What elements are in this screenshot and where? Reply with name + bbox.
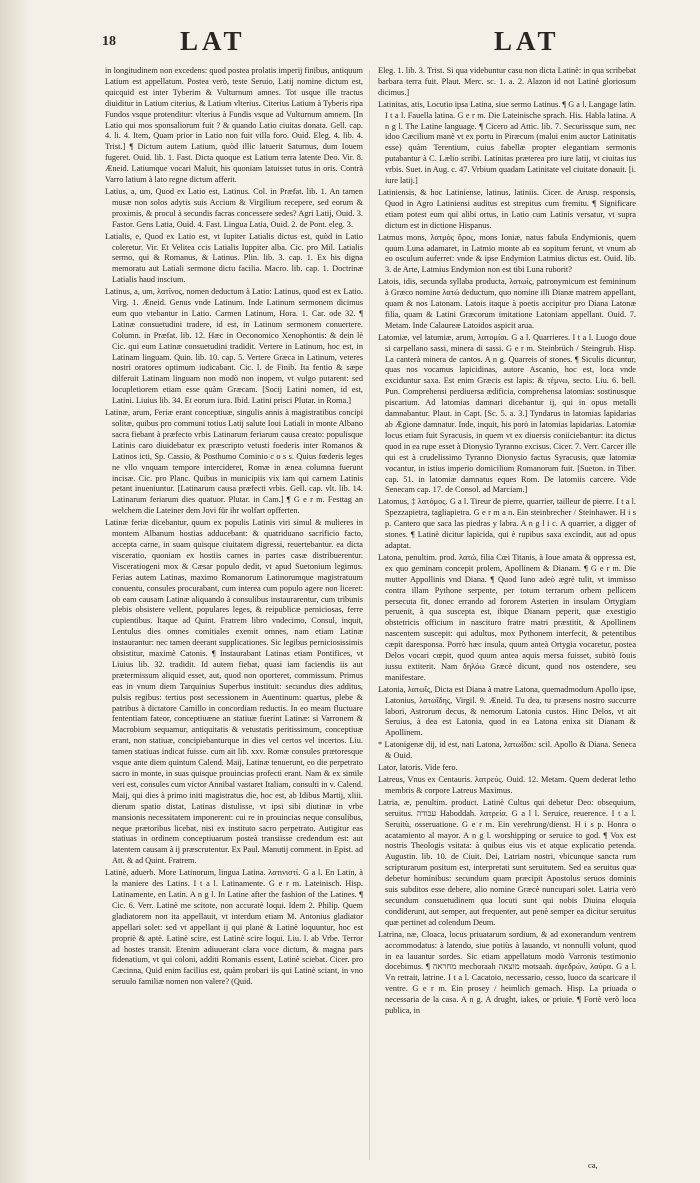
entry-latinus: Latinus, a, um, λατῖνος, nomen deductum à Latio: Latinus, quod est ex Latio. Virg. 1. Æneid. Genus vnde Latinum. Inde Latinum sermonem dicimus eum quo vtebantur in Latio. Carmen Latinum, Hora. 1. Car. ode 32. ¶ Latinæ consuetudini tradere, id est, in Latinum sermonem conuertere. Column. in Præfat. lib. 12. Hæc in Oeconomico Xenophontis: & dein lè Cic. qui eum Latinæ consuetudini tradidit. Vertere in Latinum, hoc est, in Latinam linguam. Quin. lib. 10. cap. 5. Vertere Græca in Latinum, veteres nostri oratores optimum iudicabant. Cic. l. de Finib. Ita fentio & sæpe dilferuit Latinam linguam non modò non inopem, vt vulgo putarent: sed locupletiorem etiam esse quàm Græcam. [Socij Latini nomen, id est, Latini. Liuius lib. 34. Et eorum iura. Ibid. Latini prisci Plutar. in Roma.] [105,287,363,406]
page-number: 18 [102,34,116,49]
entry-latria: Latria, æ, penultim. product. Latinè Cultus qui debetur Deo: obsequium, seruitus. עבודה Haboddah. λατρεία. G a l l. Seruice, reuerence. I t a l. Seruitù, osseruatione. G e r m. Ein verehrung/dienst. H i s p. Honra o acatamiento al mayor. A n g l. worshipping or seruice to god. ¶ Vox est nostris Theologis vsitata: à quibus eius vis et atque explicatio petenda. Augustin. lib. 10. de Ciuit. Dei, Latriam nostri, vbicunque sancta rum scripturarum positum est, interpretati sunt seruitutem. Sed ea seruitus quæ debetur hominibus: secundum quam præcipit Apostolus seruos dominis suis subditos esse debere, alio nomine Græcè nuncupari solet. Latria verò secundum consuetudinem qua locuti sunt qui nobis Diuina eloquia condiderunt, aut semper, aut frequenter, aut penè semper ea dicitur seruitus quæ pertinet ad colendum Deum. [378,797,636,927]
entry-latomus: Latomus, ‡ λατόμος. G a l. Tireur de pierre, quarrier, tailleur de pierre. I t a l. Spezzapietra, tagliapietra. G e r m a n. Ein steinbrecher / Steinhawer. H i s p. Cantero que saca las piedras y labra. A n g l i c. A quarrier, a digger of stones. ¶ Latinè dicitur lapicida, qui è rupibus saxa excindit, aut ad opus adaptat. [378,497,636,550]
entry-latrina: Latrina, næ, Cloaca, locus priuatarum sordium, & ad exonerandum ventrem accommodatus: à latendo, siue potiùs à lauando, vt nonnulli volunt, quod in ea lauantur sordes. Sic etiam appellatum modò Varronis testimonio docebimus. ¶ מחראה mechoraah מוצאה motsaah. ἀφεδρών, λαύρα. G a l. Vn retrait, latrine. I t a l. Cacatoio, necessario, cesso, luoco da scaricare il ventre. G e r m. Ein prosey / heimlich gemach. Hisp. La priuada o necessaria de la casa. A n g. A drught, iakes, or priuie. ¶ Fortè verò loca publica, in [378,929,636,1016]
entry-latinitas: Latinitas, atis, Locutio ipsa Latina, siue sermo Latinus. ¶ G a l. Langage latin. I t a l. Fauella latina. G e r m. Die Lateinische sprach. His. Habla latina. A n g l. The Latine language. ¶ Cicero ad Attic. lib. 7. Securissque sum, nec idoo Cæcilium manè vt ex portu in Piræcum (malui enim auctor Latinitatis esse) quàm Terentium, cuius fabellæ propter elegantiam sermonis putabantur à C. Lælio scribi. Latinitas præterea pro iure latij, vt ciuitas ius vrbis. Suet. in Aug. c. 47. Vrbium quadam Latinitate vel ciuitate donauit. [i. iure latij.] [378,99,636,186]
entry-latomiae: Latomiæ, vel latumiæ, arum, λατομίαι. G a l. Quarrieres. I t a l. Luogo doue si carpellano sassi, minera di sassi. G e r m. Steinbrüch / Steingrub. Hisp. La canterà minera de cantos. A n g. Quarreis of stones. ¶ Siculis dicuntur, quas nos vocamus lapicidinas, autore Ascanio, hoc est, loca vnde exciduntur saxa. Est enim Græcis est lapis: & τέμνω, secto. Liu. 6. bell. Pun. Comprehensi perdiuersa ædificia, comprehensa latomias: sostinusque piscarium. Ad latomias damnari dicebantur ij, qui in opus metalli damnabantur. Plaut. in Capt. [Sc. 5. a. 3.] Tyndarus in latomias lapidarias ab Ægione damnatur. Inde, inquit, his porò in latomias lapidarias. Latomiæ locus etiam fuit Syracusis, in quem vt ex diuersis coniiciebantur: ita dictus quod in ea rupe esset à Dionysio Tyranno excisus. Cicer. 7. Verr. Carcer ille qui est à crudelissimo Tyranno Dionysio factus Syracusis, quæ latomiæ vocantur, in istius imperio domicilium Romanorum fuit. [Sueton. in Tiber. cap. 51. in latomiæ damnatus eques Rom. De latomiis carcere. Vide Senecam cap. 17. de Consol. ad Marciam.] [378,332,636,495]
right-column [378,66,636,1166]
entry-lator: Lator, latoris. Vide fero. [378,763,458,773]
page-binding-shadow [0,0,30,1183]
entry-latonigenae: * Latonigenæ dij, id est, nati Latona, λατωΐδαι: scil. Apollo & Diana. Seneca & Ouid. [378,740,636,761]
entry-latius: Latius, a, um, Quod ex Latio est, Latinus. Col. in Præfat. lib. 1. An tamen musæ non solos adytis suis Accium & Virgilium recepere, sed eorum & proximis, & procul à secundis facras concessere sedes? Agri Latij, Ouid. 3. Fastor. Gens Latia, Ouid. 4. Fast. Lingua Latia, Ouid. 2. de Pont. eleg. 3. [105,186,363,229]
running-head-right: LAT [494,26,560,56]
entry-latiniensis: Latiniensis, & hoc Latiniense, latinus, latiniis. Cicer. de Arusp. responsis, Quod in Agro Latiniensi auditus est strepitus cum fremitu. ¶ Significare etiam potest eum qui alibi ortus, in Latio cum Latinis versatur, vt supra dictum est in dictione Hispanus. [378,187,636,230]
entry-latinae: Latinæ, arum, Feriæ erant conceptiuæ, singulis annis à magistratibus concipi solitæ, quibus pro communi totius Latij salute Ioui Latiali in monte Albano sacra fiebant à præfecto vrbis Latinarum feriarum causa creato: populisque Latinis caro diuidebatur ex præscripto vetusti foederis inter Romanos & Latinos icti, Sp. Cassio, & Posthumo Cominio c o s s. Quius fœderis leges ne vllo vnquam tempore intercideret, Romæ in ænea columna fuerunt incisæ. Cic. pro Planc. Quibus in municipiis vix iam qui carnem Latinis petant inueniuntur. [Latinarum causa præfecti vrbis. Gell. cap. vlt. lib. 14. Latinarum feriarum dies quatuor. Plutar. in Cam.] ¶ G e r m. Festtag an welchem die Lateiner dem Jovi für ihr wolfart opfferten. [105,408,363,516]
entry-latmus: Latmus mons, λατμὸς ὄρος, mons Ioniæ, natus fabula Endymionis, quem quum Luna adamaret, in Latmio monte ab ea sopitum ferunt, vt vnum ab eo osculum auferret: vnde & ipse Endymion Latmius dictus est. Ouid. lib. 3. de Arte, Latmius Endymion non est tibi Luna ruborit? [378,232,636,275]
running-head-left: LAT [180,26,246,56]
entry-latreus: Latreus, Vnus ex Centauris. λατρεύς. Ouid. 12. Metam. Quem dederat letho membris & corpore Latreus Maximus. [378,775,636,795]
entry-latine-continued: Eleg. 1. lib. 3. Trist. Si qua videbuntur casu non dicta Latinè: in qua scribebat barbara terra fuit. Plaut. Merc. sc. 1. a. 2. Alazon id not Latinè gloriosum dicimus.] [378,66,636,97]
entry-latonia: Latonia, λατωΐς, Dicta est Diana à matre Latona, quemadmodum Apollo ipse, Latonius, λατωΐδης, Virgil. 9. Æneid. Tu dea, tu præsens nostro succurre labori, Astrorum decus, & nemorum Latonia custos. Hinc Delos, vt ait Seruius, à dea est Latonia, quod in ea Latona enixa sit Dianam & Apollinem. [378,684,636,738]
entry-latinae-feriae: Latinæ feriæ dicebantur, quum ex populis Latinis viri simul & mulieres in montem Albanum hostias adducebant: & quatriduano sacrificio facto, accepta carne, in suam quisque ciuitatem digressi, reuertebantur. ea dicta visceratio, quoniam ex hostiis carnes in partes casæ distribuerentur. Visceratiogeni mox & Cæsar populo dedit, vt apud Suetonium legimus. Ferias autem Latinas, maximo Romanorum Latinorumque magistratuum conuentu, consules procurabant, cum interea cum populo agere non liceret: ob eam causam Latinæ aliquando à consulibus instaurarentur, cum tribunis plebis obsistere vellent, populares leges, & reipublicæ perniciosas, ferre cupientibus. Itaque ad Quint. Fratrem libro vndecimo, Consul, inquit, Lentulus dies omnes comitiales exemit omnes, nam etiam Latinæ instaurantur: nec tamen deerant supplicationes. Sic legibus perniciosissimis obsistitur, maximè Catonis. ¶ Instaurabant Latinas etiam Pontifices, vt Liuius lib. 32. tradidit. Id autem fiebat, quasi iam faciendis iis aut prætermissum aliquid esset, aut, quod non oporteret, commissum. Primus eas in vnum diem Tarquinius Superbus instituit: secundus dies additus, pulsis regibus: tertius post secessionem in Auentinum: quartus, plebe & patribus à dictatore Camillo in concordiam reductis. In eo meam fluctuare fententiam fateor, conceptiuæne an statiuæ fuerint Latinæ: si Varronem & Macrobium sequamur, antiquitatis & vetustatis peritissimum, conceptiuæ erant, non statiuæ, concipiebanturque in dies vel certos vel incertos. Liu. tamen statiuas indicat fuisse. cum ait lib. xxv. Romæ consules prætoresque vsque ante diem quintum Calend. Maij, Latinæ tenuerunt, eo die perpetrato sacro in monte, in suas quisque prouincias profecti erant. Nam & ex simile veri est, consules cum victor Annibal vastaret Italiam, consulti in v. Calend. Maij, qui dies à primo initi magistratus die, hoc est, ab Idibus Martij, xliii. dierum spatio distat, Latinas distulisse, vt ipsi sibi diutinæ in vrbe mansionis necessitatem imponerent: cui re in prouincias neque consulibus, neque prætoribus licebat, nisi ex instituto sacro perpetrato. Autigitur eas statiuas in ordinem conceptiuarum posteà transiisse credendum est: aut latentem causam à ij præscrutentur. Ex Paul. Manutij comment. in Epist. ad Att. & ad Quint. Fratrem. [105,518,363,866]
left-column [105,66,363,1166]
entry-latialis: Latialis, e, Quod ex Latio est, vt Iupiter Latialis dictus est, quòd in Latio coleretur. Vir. Et Velitea ccis Latialis Iuppiter alba. Cic. pro Mil. Latialis sermo, qui & Romanus, & Latinus. Plin. lib. 3. cap. 1. Ex his digna memoratu aut Latiali sermone dictu facilia. Macro. lib. cap. 1. Doctrinæ Latialis haud inscium. [105,231,363,285]
catchword: ca, [588,1160,598,1170]
page-header [102,26,644,62]
entry-latona: Latona, penultim. prod. λατώ, filia Cœi Titanis, à Ioue amata & oppressa est, ex quo geminam concepit prolem, Apollinem & Dianam. ¶ G e r m. Die mutter Appollinis vnd Diana. ¶ Quod Iuno adeò ægrè tulit, vt immisso contra illam Pythone serpente, per totum terrarum orbem pellicem persecuta fit, donec errando ad fororem Asterien in insulam Ortygiam peruenit, à qua suscepta est, ibique Dianam peperit, quæ exestigio obstetricis officium in nascituro fratre matri præstitit, & Apollinem nascentem suscepit: qui adultus, mox Pythonem interfecit, & petentibus cæpit daresponsa. Porrò hæc insula, quum anteà Ortygia vocaretur, postea Delos vocari cœpit, quod quum antea aquis mersa fuisset, subitò Iouis iussu extiterit. Nam δηλόω Græcè dicunt, quod nos ostendere, seu manifestare. [378,552,636,682]
entry-latium-continued: in longitudinem non excedens: quod postea prolatis imperij finibus, antiquum Latium est appellatum. Postea verò, teste Seruio, Latij nomine dictum est, quicquid est inter Tyberim & Vulturnum amnes. Tot usque ille tractus diuiditur in Latium citerius, & Latium vlterius. Citerius Latium à Tyberis ripa Fundos vsque protenditur: vlterius à Fundis vsque ad Vulturnum amnem. [In Latio qui mos sponsaliorum fuit ? & quando Latio ciuitas donata. Gell. cap. 4. li. 4. Item, Quam prior in Latio non fuit villa foro. Ouid. Eleg. 4. lib. 4. Trist.] ¶ Dictum autem Latium, quòd illic latuerit Saturnus, dum Iouem fugeret. Ouid. lib. 1. Fast. Dicta quoque est Latium terra latente Deo. Vir. 8. Æneid. Latiumque vocari Maluit, his quoniam latuisset tutus in oris. Contrà Varro latium à lato regne dictum afferit. [105,66,363,185]
entry-latois: Latois, idis, secunda syllaba producta, λατωίς, patronymicum est femininum à Græco nomine λατώ deductum, quo nomine illi Dianæ matrem appellant, quam & nos Latonam. Latois itaque à poetis accipitur pro Diana Latonæ filia, quam & Latini Græcorum imitatione Latoniam appellant. Ouid. 7. Metam. Inde Calaureæ Latoidos aspicit arua. [378,277,636,330]
column-divider [369,70,370,1160]
entry-latine: Latinè, aduerb. More Latinorum, lingua Latina. λατινιστί. G a l. En Latin, à la maniere des Latins. I t a l. Latinamente. G e r m. Lateinisch. Hisp. Latinamente, en Latin. A n g l. In Latine after the fashion of the Latines. ¶ Cic. 6. Verr. Latinè me scitote, non accuratè loqui. Idem 2. Philip. Quem gladiatorem non ita appellauit, vt interdum etiam M. Antonius gladiator appellari solet: sed vt appellant ij qui planè & Latinè loquuntur, hoc est propriè & aptè. Latinè scire, est Latinè scire loqui. Liu. l. ab Vrbe. Terror ad hostes transit. Etenim adiuuerant clara voce dictum, & magna pars fidenatium, vt qui coloni, additi Romanis essent, Latinè sciebat. Cicer. pro Cæcinna, Quid enim facilius est, quàm probari iis qui Latinè sciant, in vno seruulo familiæ nomen non valere? (Quid. [105,868,363,987]
